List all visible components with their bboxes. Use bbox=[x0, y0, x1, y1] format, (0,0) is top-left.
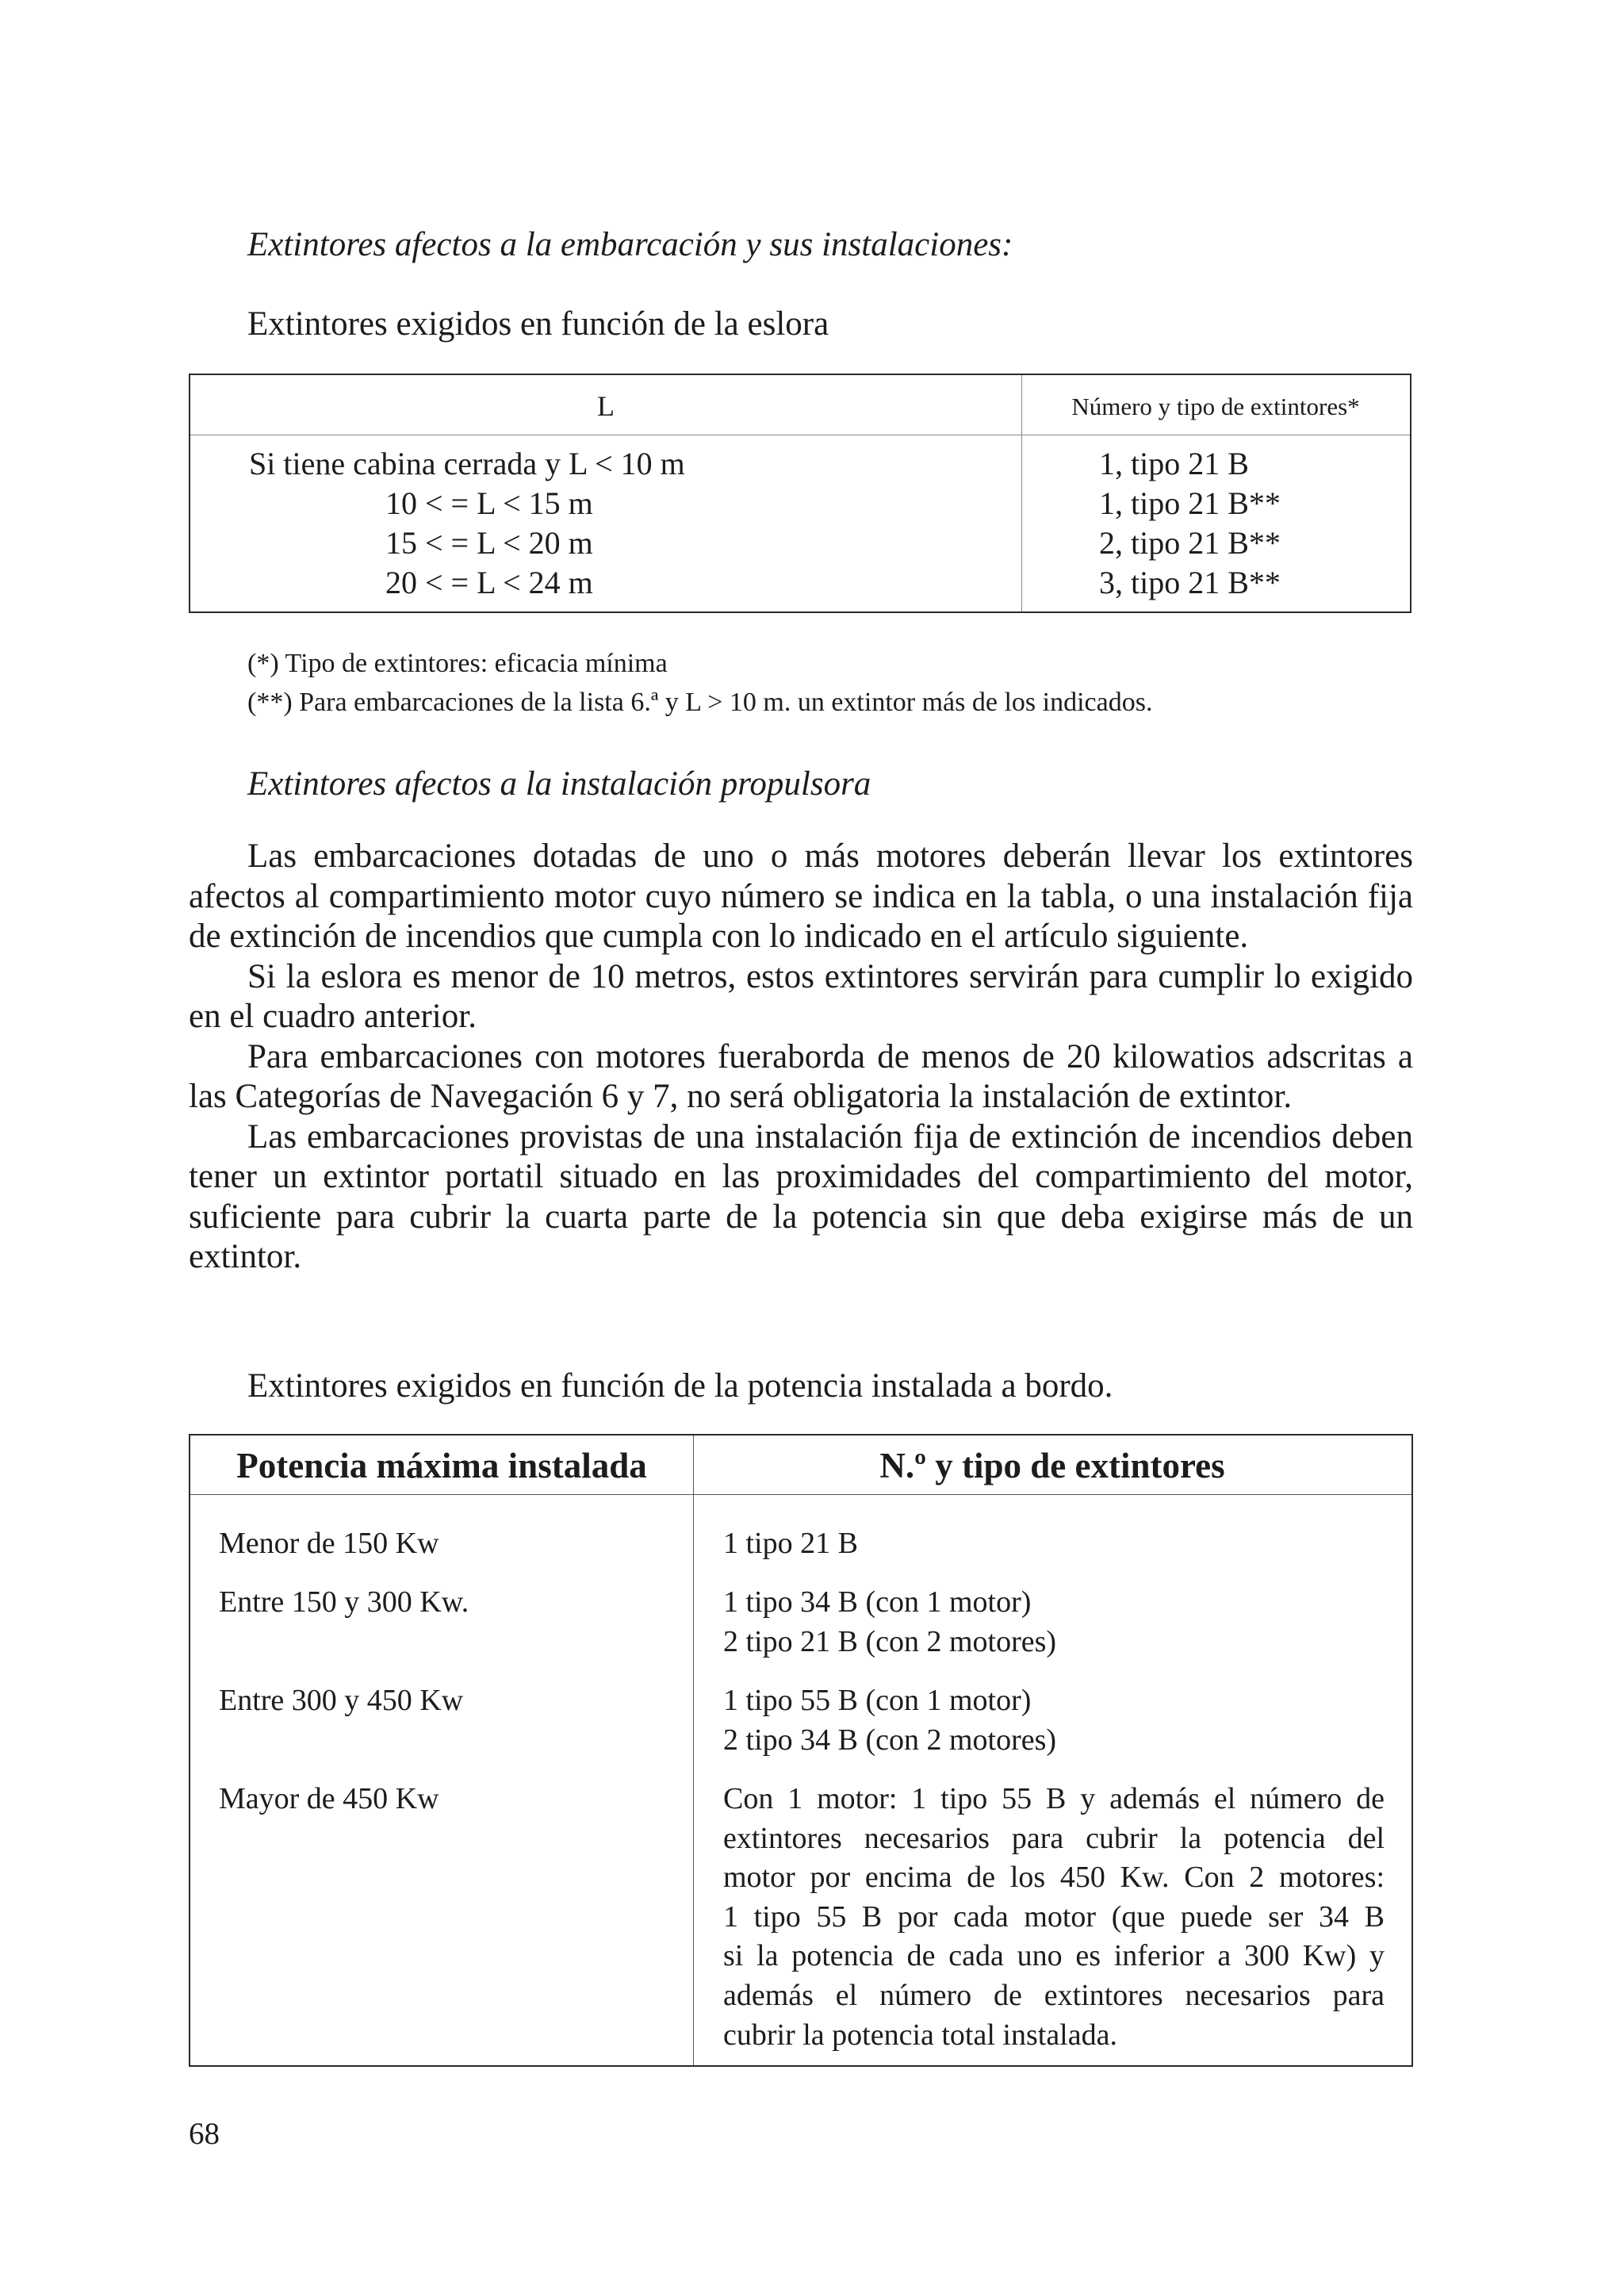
table-divider bbox=[190, 1494, 1411, 1495]
length-extinguisher-table bbox=[189, 374, 1411, 613]
paragraph: Las embarcaciones dotadas de uno o más motores deberán llevar los extintores afectos al compartimiento motor cuyo número se indica en la tabla, o una instalación fija de extinción de incendios que cumpla con lo indicado en el artículo siguiente. bbox=[189, 838, 1413, 955]
section-heading-vessel-extinguishers: Extintores afectos a la embarcación y sus instalaciones: bbox=[247, 226, 1013, 263]
cell-line: cubrir la potencia total instalada. bbox=[723, 2018, 1117, 2052]
table-cell-length: 10 < = L < 15 m bbox=[385, 485, 593, 521]
table-cell-extinguishers bbox=[723, 1583, 1385, 1662]
paragraph: Si la eslora es menor de 10 metros, estos extintores servirán para cumplir lo exigido en el cuadro anterior. bbox=[189, 957, 1413, 1035]
table-cell-length: Si tiene cabina cerrada y L < 10 m bbox=[249, 446, 685, 481]
table-cell-power: Entre 150 y 300 Kw. bbox=[219, 1585, 469, 1619]
cell-line: 1 tipo 34 B (con 1 motor) bbox=[723, 1585, 1032, 1619]
column-header-extinguishers: Número y tipo de extintores* bbox=[1071, 393, 1360, 420]
cell-line: 2 tipo 34 B (con 2 motores) bbox=[723, 1723, 1057, 1757]
footnote-single-asterisk: (*) Tipo de extintores: eficacia mínima bbox=[247, 649, 668, 678]
table-cell-power: Entre 300 y 450 Kw bbox=[219, 1684, 464, 1717]
body-text bbox=[189, 837, 1413, 1278]
table-cell-extinguishers: 2, tipo 21 B** bbox=[1099, 525, 1281, 561]
section-heading-propulsion-extinguishers: Extintores afectos a la instalación propulsora bbox=[247, 765, 871, 803]
table-cell-extinguishers: 1, tipo 21 B** bbox=[1099, 485, 1281, 521]
column-header-power: Potencia máxima instalada bbox=[236, 1446, 647, 1485]
cell-line: Con 1 motor: 1 tipo 55 B y además el número de bbox=[723, 1782, 1385, 1815]
table-cell-power: Menor de 150 Kw bbox=[219, 1527, 439, 1560]
table-cell-extinguishers bbox=[723, 1681, 1385, 1760]
power-extinguisher-table bbox=[189, 1434, 1413, 2067]
column-header-extinguishers: N.º y tipo de extintores bbox=[879, 1446, 1225, 1485]
table-cell-extinguishers: 3, tipo 21 B** bbox=[1099, 565, 1281, 600]
cell-line: 1 tipo 21 B bbox=[723, 1527, 858, 1560]
table-cell-power: Mayor de 450 Kw bbox=[219, 1782, 439, 1815]
table-cell-length: 20 < = L < 24 m bbox=[385, 565, 593, 600]
cell-line: motor por encima de los 450 Kw. Con 2 motores: bbox=[723, 1861, 1385, 1895]
paragraph: Para embarcaciones con motores fueraborda de menos de 20 kilowatios adscritas a las Categorías de Navegación 6 y 7, no será obligatoria la instalación de extintor. bbox=[189, 1037, 1413, 1115]
paragraph: Las embarcaciones provistas de una instalación fija de extinción de incendios deben tener un extintor portatil situado en las proximidades del compartimiento del motor, suficiente para cubrir la cuarta parte de la potencia sin que deba exigirse más de un extintor. bbox=[189, 1117, 1413, 1275]
table-divider bbox=[693, 1435, 694, 2065]
cell-line: si la potencia de cada uno es inferior a 300 Kw) y bbox=[723, 1939, 1385, 1973]
table2-caption: Extintores exigidos en función de la potencia instalada a bordo. bbox=[247, 1367, 1113, 1405]
table-cell-extinguishers bbox=[723, 1524, 1385, 1564]
table-cell-extinguishers bbox=[723, 1780, 1385, 2055]
cell-line: 2 tipo 21 B (con 2 motores) bbox=[723, 1624, 1057, 1658]
cell-line: extintores necesarios para cubrir la potencia del bbox=[723, 1821, 1385, 1855]
page-number: 68 bbox=[189, 2117, 220, 2151]
table-cell-extinguishers: 1, tipo 21 B bbox=[1099, 446, 1249, 481]
table-cell-length: 15 < = L < 20 m bbox=[385, 525, 593, 561]
cell-line: además el número de extintores necesarios para bbox=[723, 1978, 1385, 2012]
table1-caption: Extintores exigidos en función de la eslora bbox=[247, 305, 829, 343]
cell-line: 1 tipo 55 B (con 1 motor) bbox=[723, 1684, 1032, 1717]
cell-line: 1 tipo 55 B por cada motor (que puede ser 34 B bbox=[723, 1899, 1385, 1934]
column-header-length: L bbox=[597, 390, 615, 422]
footnote-double-asterisk: (**) Para embarcaciones de la lista 6.ª y L > 10 m. un extintor más de los indicados. bbox=[247, 688, 1153, 717]
